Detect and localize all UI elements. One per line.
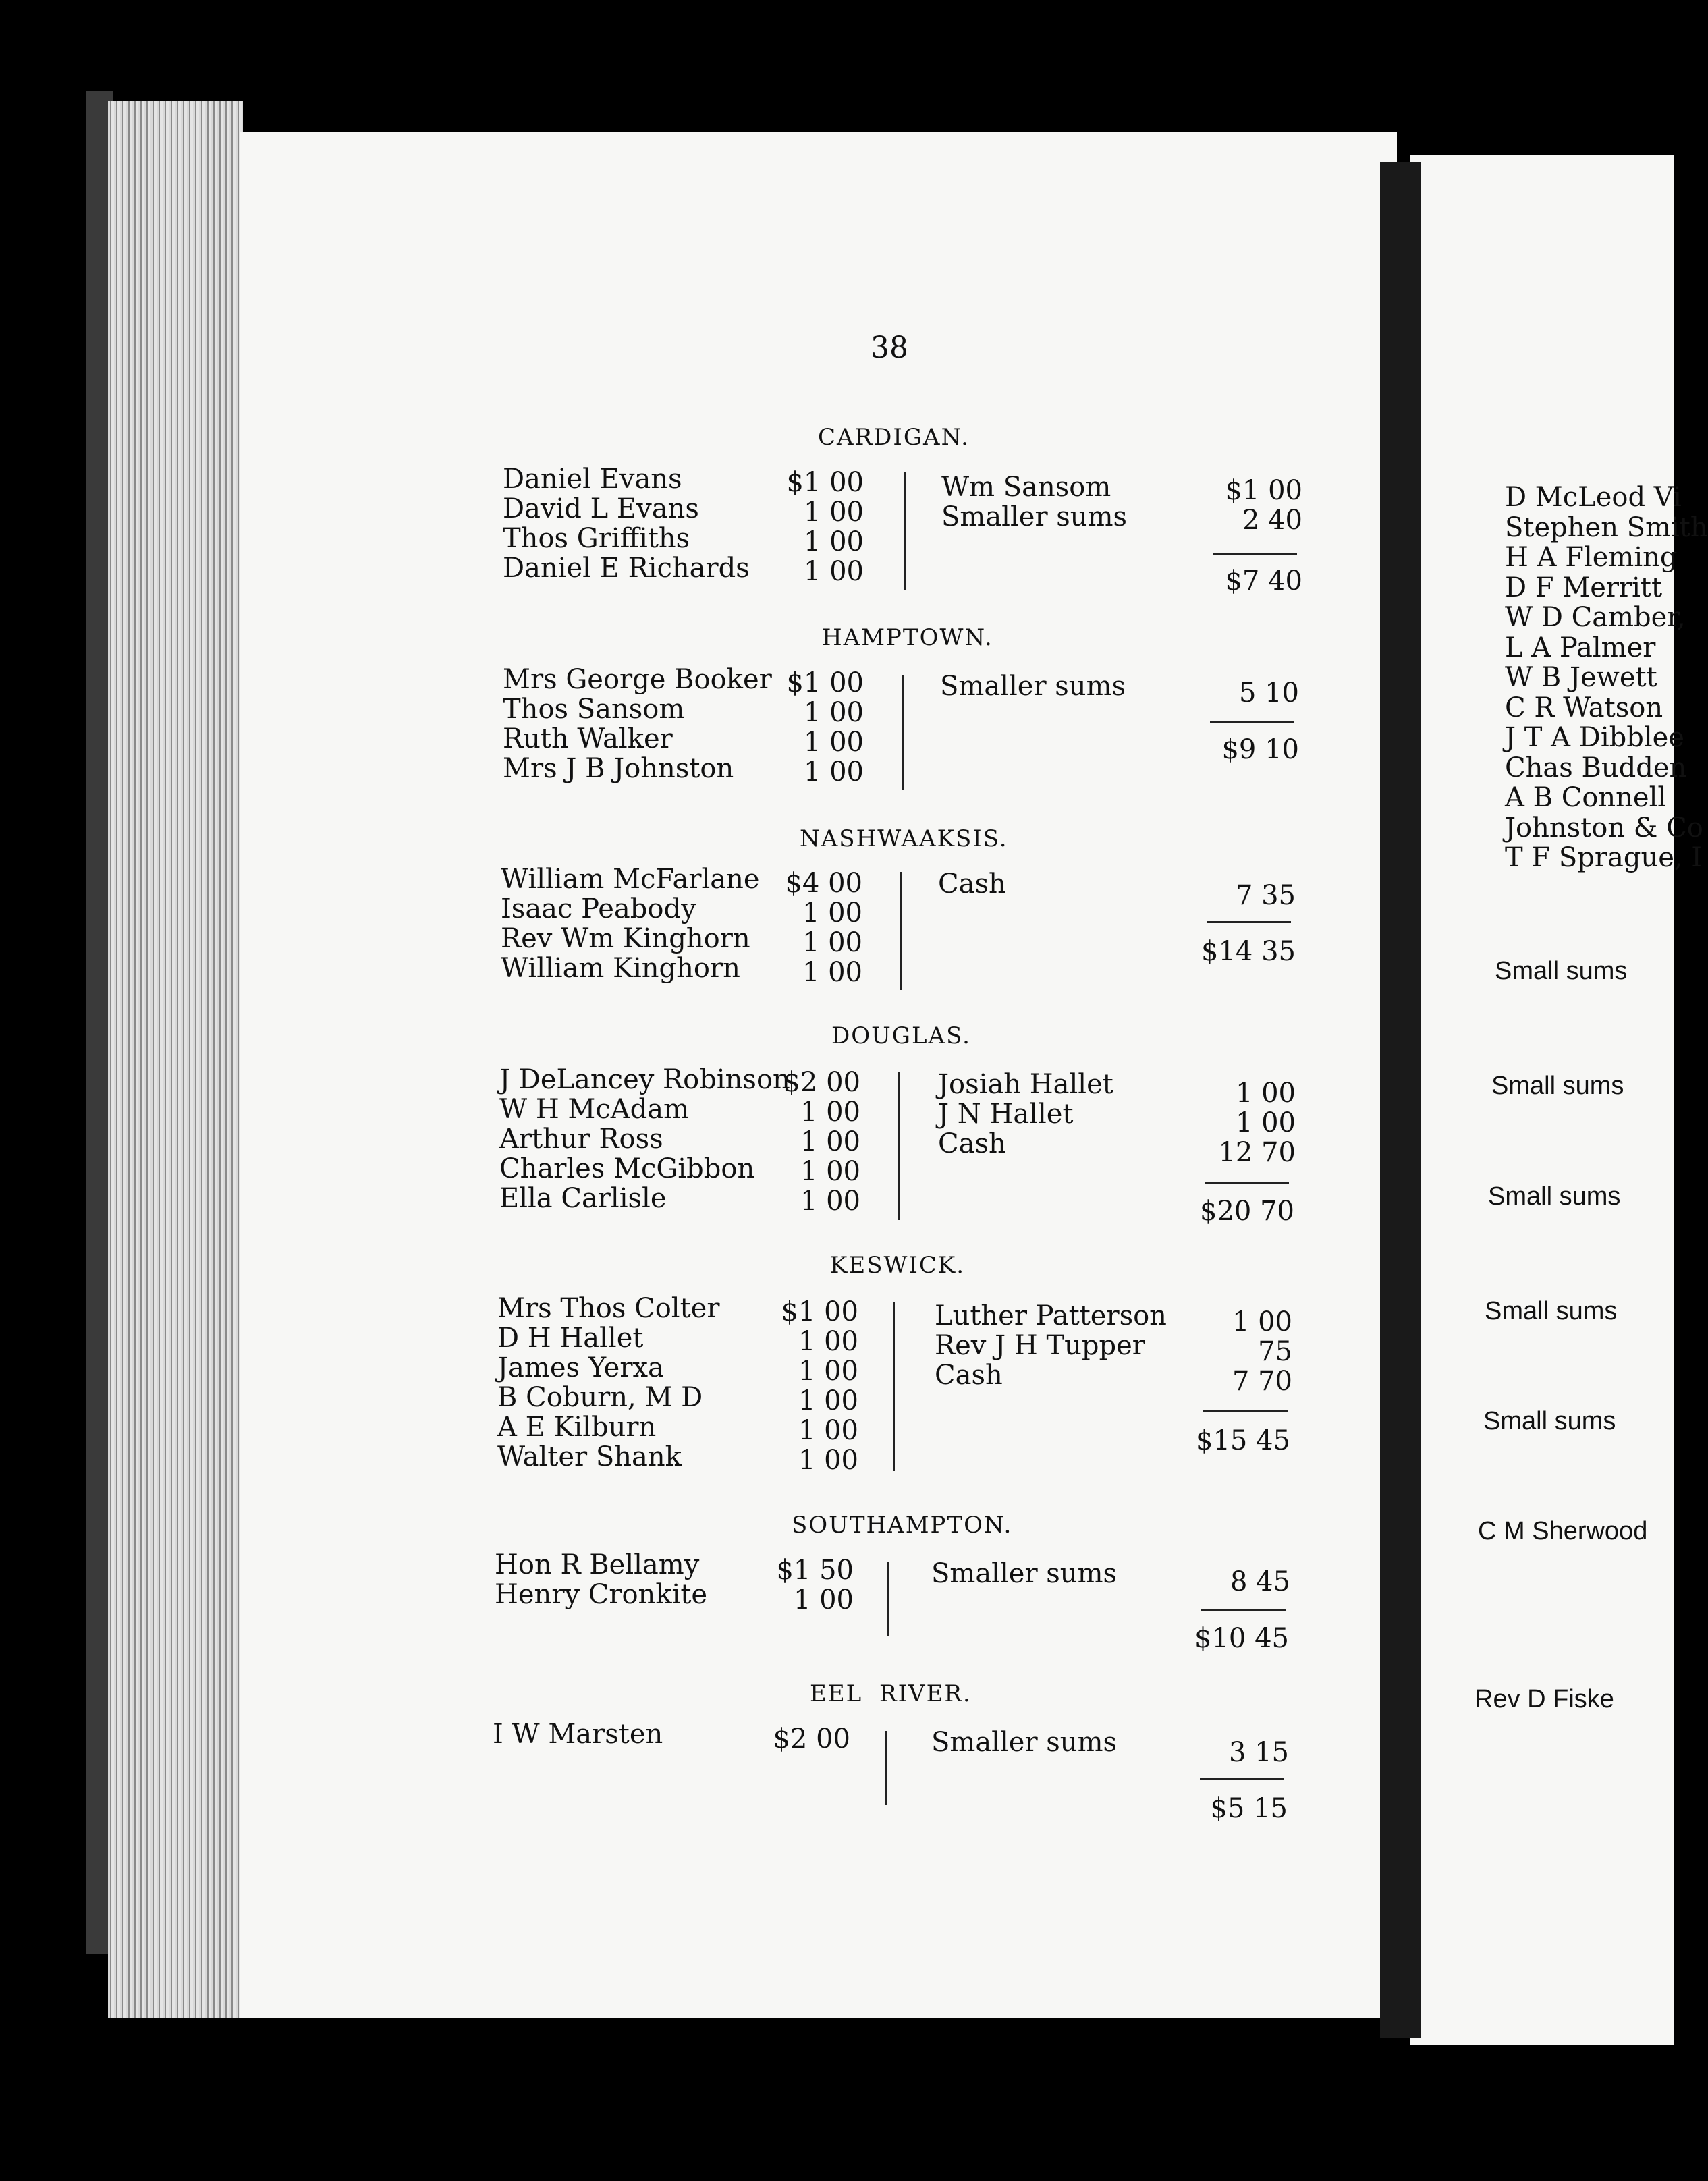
donor-amount: 1 00 [803, 497, 864, 528]
section-heading: KESWICK. [830, 1252, 966, 1279]
donor-name: Mrs Thos Colter [497, 1293, 720, 1324]
donor-name: William McFarlane [501, 864, 760, 895]
donor-amount: $4 00 [785, 868, 862, 899]
right-page-name: T F Sprague, I [1505, 842, 1703, 873]
donor-amount: 3 15 [1228, 1737, 1289, 1768]
right-donor-names [938, 869, 1006, 899]
right-page-name: C R Watson [1505, 692, 1663, 723]
donor-amount: 1 00 [803, 556, 864, 587]
donor-amounts [756, 668, 864, 787]
donor-name: D H Hallet [497, 1323, 644, 1354]
right-page-item: Small sums [1495, 957, 1628, 985]
donor-amount: 8 45 [1230, 1566, 1290, 1597]
right-page-item: Small sums [1491, 1072, 1624, 1100]
sum-rule [1203, 1410, 1288, 1412]
donor-name: Hon R Bellamy [495, 1549, 700, 1580]
section-total: $14 35 [1201, 936, 1296, 967]
donor-amount: 2 40 [1242, 505, 1302, 536]
right-page-name: H A Fleming [1505, 542, 1678, 573]
donor-amount: $2 00 [773, 1723, 850, 1755]
donor-amount: 1 00 [803, 756, 864, 788]
donor-name: Daniel E Richards [503, 553, 750, 584]
right-page-name: W D Camber, [1505, 602, 1686, 633]
right-page-item: Rev D Fiske [1475, 1685, 1614, 1713]
donor-name: Cash [938, 868, 1006, 900]
donor-amount: 1 00 [1232, 1306, 1292, 1337]
donor-names [501, 864, 760, 983]
right-page-name: Chas Budden [1505, 752, 1687, 783]
donor-name: J N Hallet [938, 1099, 1074, 1130]
right-page-name: J T A Dibblee [1505, 722, 1684, 753]
right-donor-names [931, 1559, 1117, 1589]
donor-names [493, 1719, 663, 1749]
donor-amount: $2 00 [783, 1067, 860, 1098]
donor-name: David L Evans [503, 493, 699, 524]
section-heading: DOUGLAS. [831, 1022, 971, 1049]
donor-name: I W Marsten [493, 1719, 663, 1750]
donor-amount: 7 35 [1235, 880, 1296, 911]
page-edges [108, 101, 243, 2018]
sum-rule [1210, 721, 1294, 723]
donor-amount: 75 [1258, 1336, 1292, 1367]
donor-amount: 1 00 [798, 1445, 858, 1476]
right-page-name: A B Connell [1505, 782, 1667, 813]
donor-amount: $1 00 [781, 1296, 858, 1327]
donor-name: Mrs George Booker [503, 664, 772, 695]
right-page-item: Small sums [1483, 1407, 1616, 1435]
section-heading: CARDIGAN. [818, 424, 970, 451]
donor-amounts [742, 1724, 850, 1754]
right-donor-names [931, 1728, 1117, 1757]
section-total: $9 10 [1221, 734, 1299, 765]
book-gutter [1380, 162, 1421, 2038]
sum-rule [1205, 1182, 1289, 1184]
donor-names [499, 1065, 790, 1213]
donor-amount: 1 00 [803, 526, 864, 557]
section-total: $5 15 [1210, 1793, 1288, 1824]
right-page-name: W B Jewett [1505, 662, 1657, 693]
right-donor-amounts [1157, 1307, 1292, 1396]
sum-rule [1213, 553, 1297, 555]
right-donor-amounts [1155, 1567, 1290, 1597]
donor-amount: $1 00 [786, 667, 864, 698]
right-donor-amounts [1167, 476, 1302, 535]
donor-amount: $1 50 [776, 1555, 854, 1586]
donor-amount: 1 00 [803, 697, 864, 728]
donor-amount: 1 00 [798, 1356, 858, 1387]
right-page-name: Johnston & Co [1505, 812, 1703, 844]
donor-name: Thos Griffiths [503, 523, 690, 554]
donor-amount: 7 70 [1232, 1366, 1292, 1397]
donor-amount: 1 00 [800, 1097, 860, 1128]
donor-amount: 1 00 [802, 927, 862, 958]
right-page-name-list [1505, 482, 1708, 873]
donor-name: Smaller sums [941, 501, 1128, 532]
donor-names [503, 665, 772, 783]
donor-amount: 1 00 [793, 1584, 854, 1616]
donor-name: Isaac Peabody [501, 893, 696, 924]
sum-rule [1207, 921, 1291, 923]
donor-amount: 12 70 [1218, 1137, 1296, 1168]
donor-names [495, 1550, 707, 1609]
donor-amount: 1 00 [803, 727, 864, 758]
section-total: $10 45 [1194, 1623, 1289, 1654]
donor-name: Mrs J B Johnston [503, 753, 734, 784]
donor-name: Ruth Walker [503, 723, 673, 754]
donor-name: Cash [935, 1360, 1003, 1391]
donor-amount: 1 00 [798, 1326, 858, 1357]
donor-amount: 1 00 [802, 898, 862, 929]
right-donor-amounts [1154, 1738, 1289, 1767]
donor-amount: $1 00 [1225, 475, 1302, 506]
donor-amounts [756, 468, 864, 586]
donor-amount: $1 00 [786, 467, 864, 498]
right-donor-amounts [1161, 1078, 1296, 1167]
donor-amount: 1 00 [800, 1186, 860, 1217]
right-page-name: L A Palmer [1505, 632, 1656, 663]
column-divider [887, 1562, 889, 1636]
donor-name: A E Kilburn [497, 1412, 657, 1443]
right-donor-names [938, 1070, 1113, 1159]
donor-name: J DeLancey Robinson [499, 1064, 790, 1095]
donor-amounts [746, 1555, 854, 1615]
donor-name: Luther Patterson [935, 1300, 1167, 1331]
column-divider [904, 472, 906, 590]
donor-names [503, 464, 750, 583]
section-heading: SOUTHAMPTON. [792, 1512, 1013, 1539]
donor-name: W H McAdam [499, 1094, 690, 1125]
right-page-item: C M Sherwood [1478, 1517, 1648, 1545]
donor-name: Walter Shank [497, 1441, 682, 1472]
donor-name: Josiah Hallet [938, 1069, 1113, 1100]
donor-name: Daniel Evans [503, 464, 682, 495]
right-donor-amounts [1161, 881, 1296, 910]
section-heading: EEL RIVER. [810, 1680, 972, 1707]
donor-amount: 1 00 [800, 1126, 860, 1157]
section-heading: HAMPTOWN. [822, 624, 993, 651]
right-page-item: Small sums [1488, 1182, 1621, 1211]
right-page-name: D McLeod Vi [1505, 482, 1682, 513]
section-total: $7 40 [1225, 565, 1302, 597]
donor-amount: 1 00 [798, 1415, 858, 1446]
donor-amount: 1 00 [800, 1156, 860, 1187]
right-donor-names [940, 671, 1126, 701]
column-divider [885, 1731, 887, 1805]
donor-name: Arthur Ross [499, 1124, 663, 1155]
section-total: $20 70 [1200, 1196, 1294, 1227]
donor-amounts [752, 1068, 860, 1216]
donor-name: William Kinghorn [501, 953, 740, 984]
donor-name: James Yerxa [497, 1352, 664, 1383]
donor-amount: 5 10 [1238, 678, 1299, 709]
sum-rule [1200, 1778, 1284, 1780]
donor-amount: 1 00 [798, 1385, 858, 1416]
page-number: 38 [871, 331, 908, 365]
column-divider [900, 872, 902, 990]
donor-name: Rev Wm Kinghorn [501, 923, 750, 954]
right-donor-amounts [1164, 678, 1299, 708]
right-page-name: D F Merritt [1505, 572, 1663, 603]
column-divider [893, 1302, 895, 1471]
donor-amount: 1 00 [1235, 1078, 1296, 1109]
donor-amount: 1 00 [1235, 1107, 1296, 1138]
right-page-name: Stephen Smith [1505, 512, 1708, 543]
donor-name: Smaller sums [931, 1727, 1118, 1758]
section-total: $15 45 [1196, 1425, 1290, 1456]
donor-name: Cash [938, 1128, 1006, 1159]
section-heading: NASHWAAKSIS. [800, 825, 1008, 852]
column-divider [898, 1072, 900, 1220]
donor-name: Ella Carlisle [499, 1183, 667, 1214]
sum-rule [1201, 1609, 1286, 1611]
donor-name: Charles McGibbon [499, 1153, 755, 1184]
donor-name: Wm Sansom [941, 472, 1111, 503]
donor-name: Smaller sums [931, 1558, 1118, 1589]
donor-name: Rev J H Tupper [935, 1330, 1145, 1361]
donor-name: Henry Cronkite [495, 1579, 708, 1610]
donor-names [497, 1294, 719, 1472]
donor-name: Smaller sums [940, 671, 1126, 702]
donor-amount: 1 00 [802, 957, 862, 988]
donor-amounts [750, 1297, 858, 1475]
column-divider [902, 675, 904, 790]
right-donor-names [941, 472, 1127, 532]
donor-amounts [754, 868, 862, 987]
donor-name: Thos Sansom [503, 694, 685, 725]
right-donor-names [935, 1301, 1167, 1390]
donor-name: B Coburn, M D [497, 1382, 703, 1413]
right-page-item: Small sums [1485, 1297, 1618, 1325]
